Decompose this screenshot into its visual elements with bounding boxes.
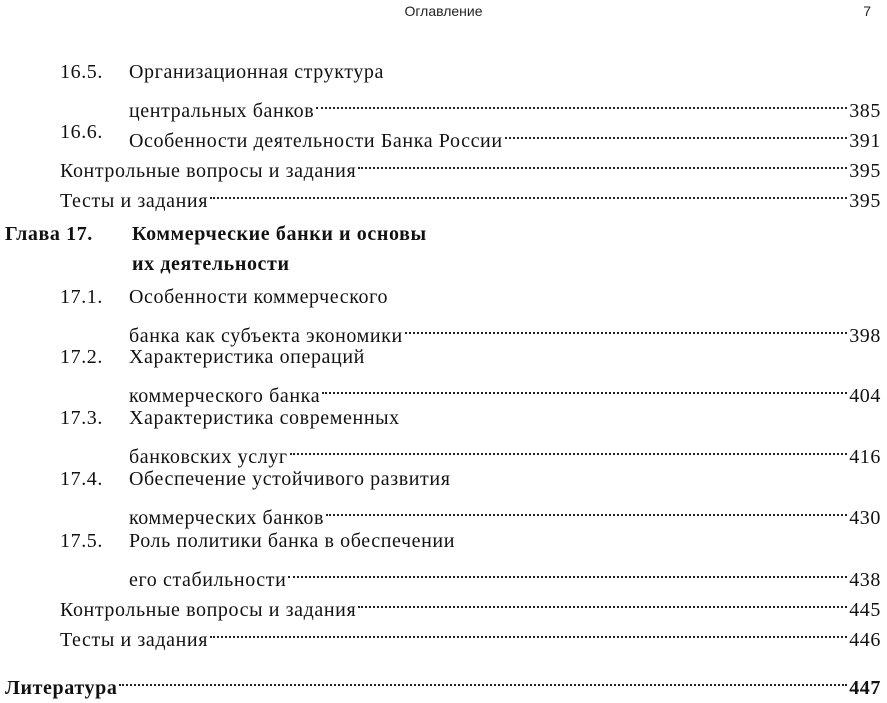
toc-title: Характеристика современных xyxy=(129,407,400,429)
toc-page-number: 404 xyxy=(849,385,881,407)
toc-number: 17.4. xyxy=(60,468,103,490)
dot-leader xyxy=(208,177,849,207)
dot-leader xyxy=(314,87,849,117)
dot-leader xyxy=(208,616,849,646)
toc-title: банковских услуг xyxy=(129,446,288,468)
toc-page-number: 445 xyxy=(849,599,881,621)
toc-number: 16.5. xyxy=(60,61,103,83)
toc-title: Контрольные вопросы и задания xyxy=(60,160,357,182)
toc-entry-tests-16[interactable] xyxy=(0,177,887,212)
toc-entry-questions-17[interactable] xyxy=(0,586,887,621)
toc-title: банка как субъекта экономики xyxy=(129,325,403,347)
toc-entry-17-2-line2[interactable] xyxy=(0,372,887,407)
toc-title: Тесты и задания xyxy=(60,629,209,651)
toc-title: Особенности коммерческого xyxy=(129,286,389,308)
toc-entry-17-1-line2[interactable] xyxy=(0,312,887,347)
toc-entry-17-4-line2[interactable] xyxy=(0,494,887,529)
toc-page-number: 385 xyxy=(849,100,881,122)
toc-title: Особенности деятельности Банка России xyxy=(129,130,503,152)
toc-page-number: 416 xyxy=(849,446,881,468)
toc-title: Контрольные вопросы и задания xyxy=(60,599,357,621)
toc-entry-17-5-line2[interactable] xyxy=(0,556,887,591)
toc-entry-17-3-line2[interactable] xyxy=(0,433,887,468)
toc-page-number: 430 xyxy=(849,507,881,529)
toc-entry-17-2-line1 xyxy=(0,342,887,372)
chapter-title: Коммерческие банки и основы xyxy=(132,223,427,245)
dot-leader xyxy=(320,372,849,402)
toc-page-number: 446 xyxy=(849,629,881,651)
chapter-title: их деятельности xyxy=(132,253,290,275)
dot-leader xyxy=(117,664,849,694)
toc-title: Тесты и задания xyxy=(60,190,209,212)
toc-title: его стабильности xyxy=(129,569,287,591)
toc-page-number: 395 xyxy=(849,190,881,212)
toc-entry-17-4-line1 xyxy=(0,464,887,494)
toc-entry-literature[interactable] xyxy=(0,664,887,699)
dot-leader xyxy=(324,494,849,524)
toc-number: 17.2. xyxy=(60,346,103,368)
toc-title: коммерческих банков xyxy=(129,507,325,529)
page-number: 7 xyxy=(863,3,871,19)
toc-page-number: 447 xyxy=(849,677,881,699)
toc-entry-16-5-line1 xyxy=(0,57,887,87)
toc-number: 17.5. xyxy=(60,530,103,552)
toc-title: Литература xyxy=(5,677,118,699)
toc-title: центральных банков xyxy=(129,100,315,122)
toc-entry-questions-16[interactable] xyxy=(0,147,887,182)
toc-title: Характеристика операций xyxy=(129,346,365,368)
toc-chapter-17-line1[interactable] xyxy=(0,219,887,249)
dot-leader xyxy=(286,556,849,586)
toc-page-number: 398 xyxy=(849,325,881,347)
toc-title: Роль политики банка в обеспечении xyxy=(129,530,456,552)
dot-leader xyxy=(503,117,850,147)
toc-title: Обеспечение устойчивого развития xyxy=(129,468,451,490)
dot-leader xyxy=(288,433,849,463)
toc-entry-17-5-line1 xyxy=(0,526,887,556)
dot-leader xyxy=(356,586,849,616)
toc-entry-tests-17[interactable] xyxy=(0,616,887,651)
toc-page-number: 438 xyxy=(849,569,881,591)
toc-entry-16-6[interactable] xyxy=(0,117,887,152)
toc-page-number: 391 xyxy=(849,130,881,152)
toc-chapter-17-line2 xyxy=(0,249,887,279)
toc-title: Организационная структура xyxy=(129,61,384,83)
toc-number: 16.6. xyxy=(60,121,103,143)
toc-entry-17-3-line1 xyxy=(0,403,887,433)
toc-page-number: 395 xyxy=(849,160,881,182)
chapter-number: Глава 17. xyxy=(5,223,93,245)
toc-entry-17-1-line1 xyxy=(0,282,887,312)
dot-leader xyxy=(403,312,849,342)
toc-number: 17.3. xyxy=(60,407,103,429)
dot-leader xyxy=(356,147,849,177)
toc-number: 17.1. xyxy=(60,286,103,308)
running-header-title: Оглавление xyxy=(404,3,483,19)
toc-entry-16-5-line2[interactable] xyxy=(0,87,887,122)
toc-title: коммерческого банка xyxy=(129,385,321,407)
